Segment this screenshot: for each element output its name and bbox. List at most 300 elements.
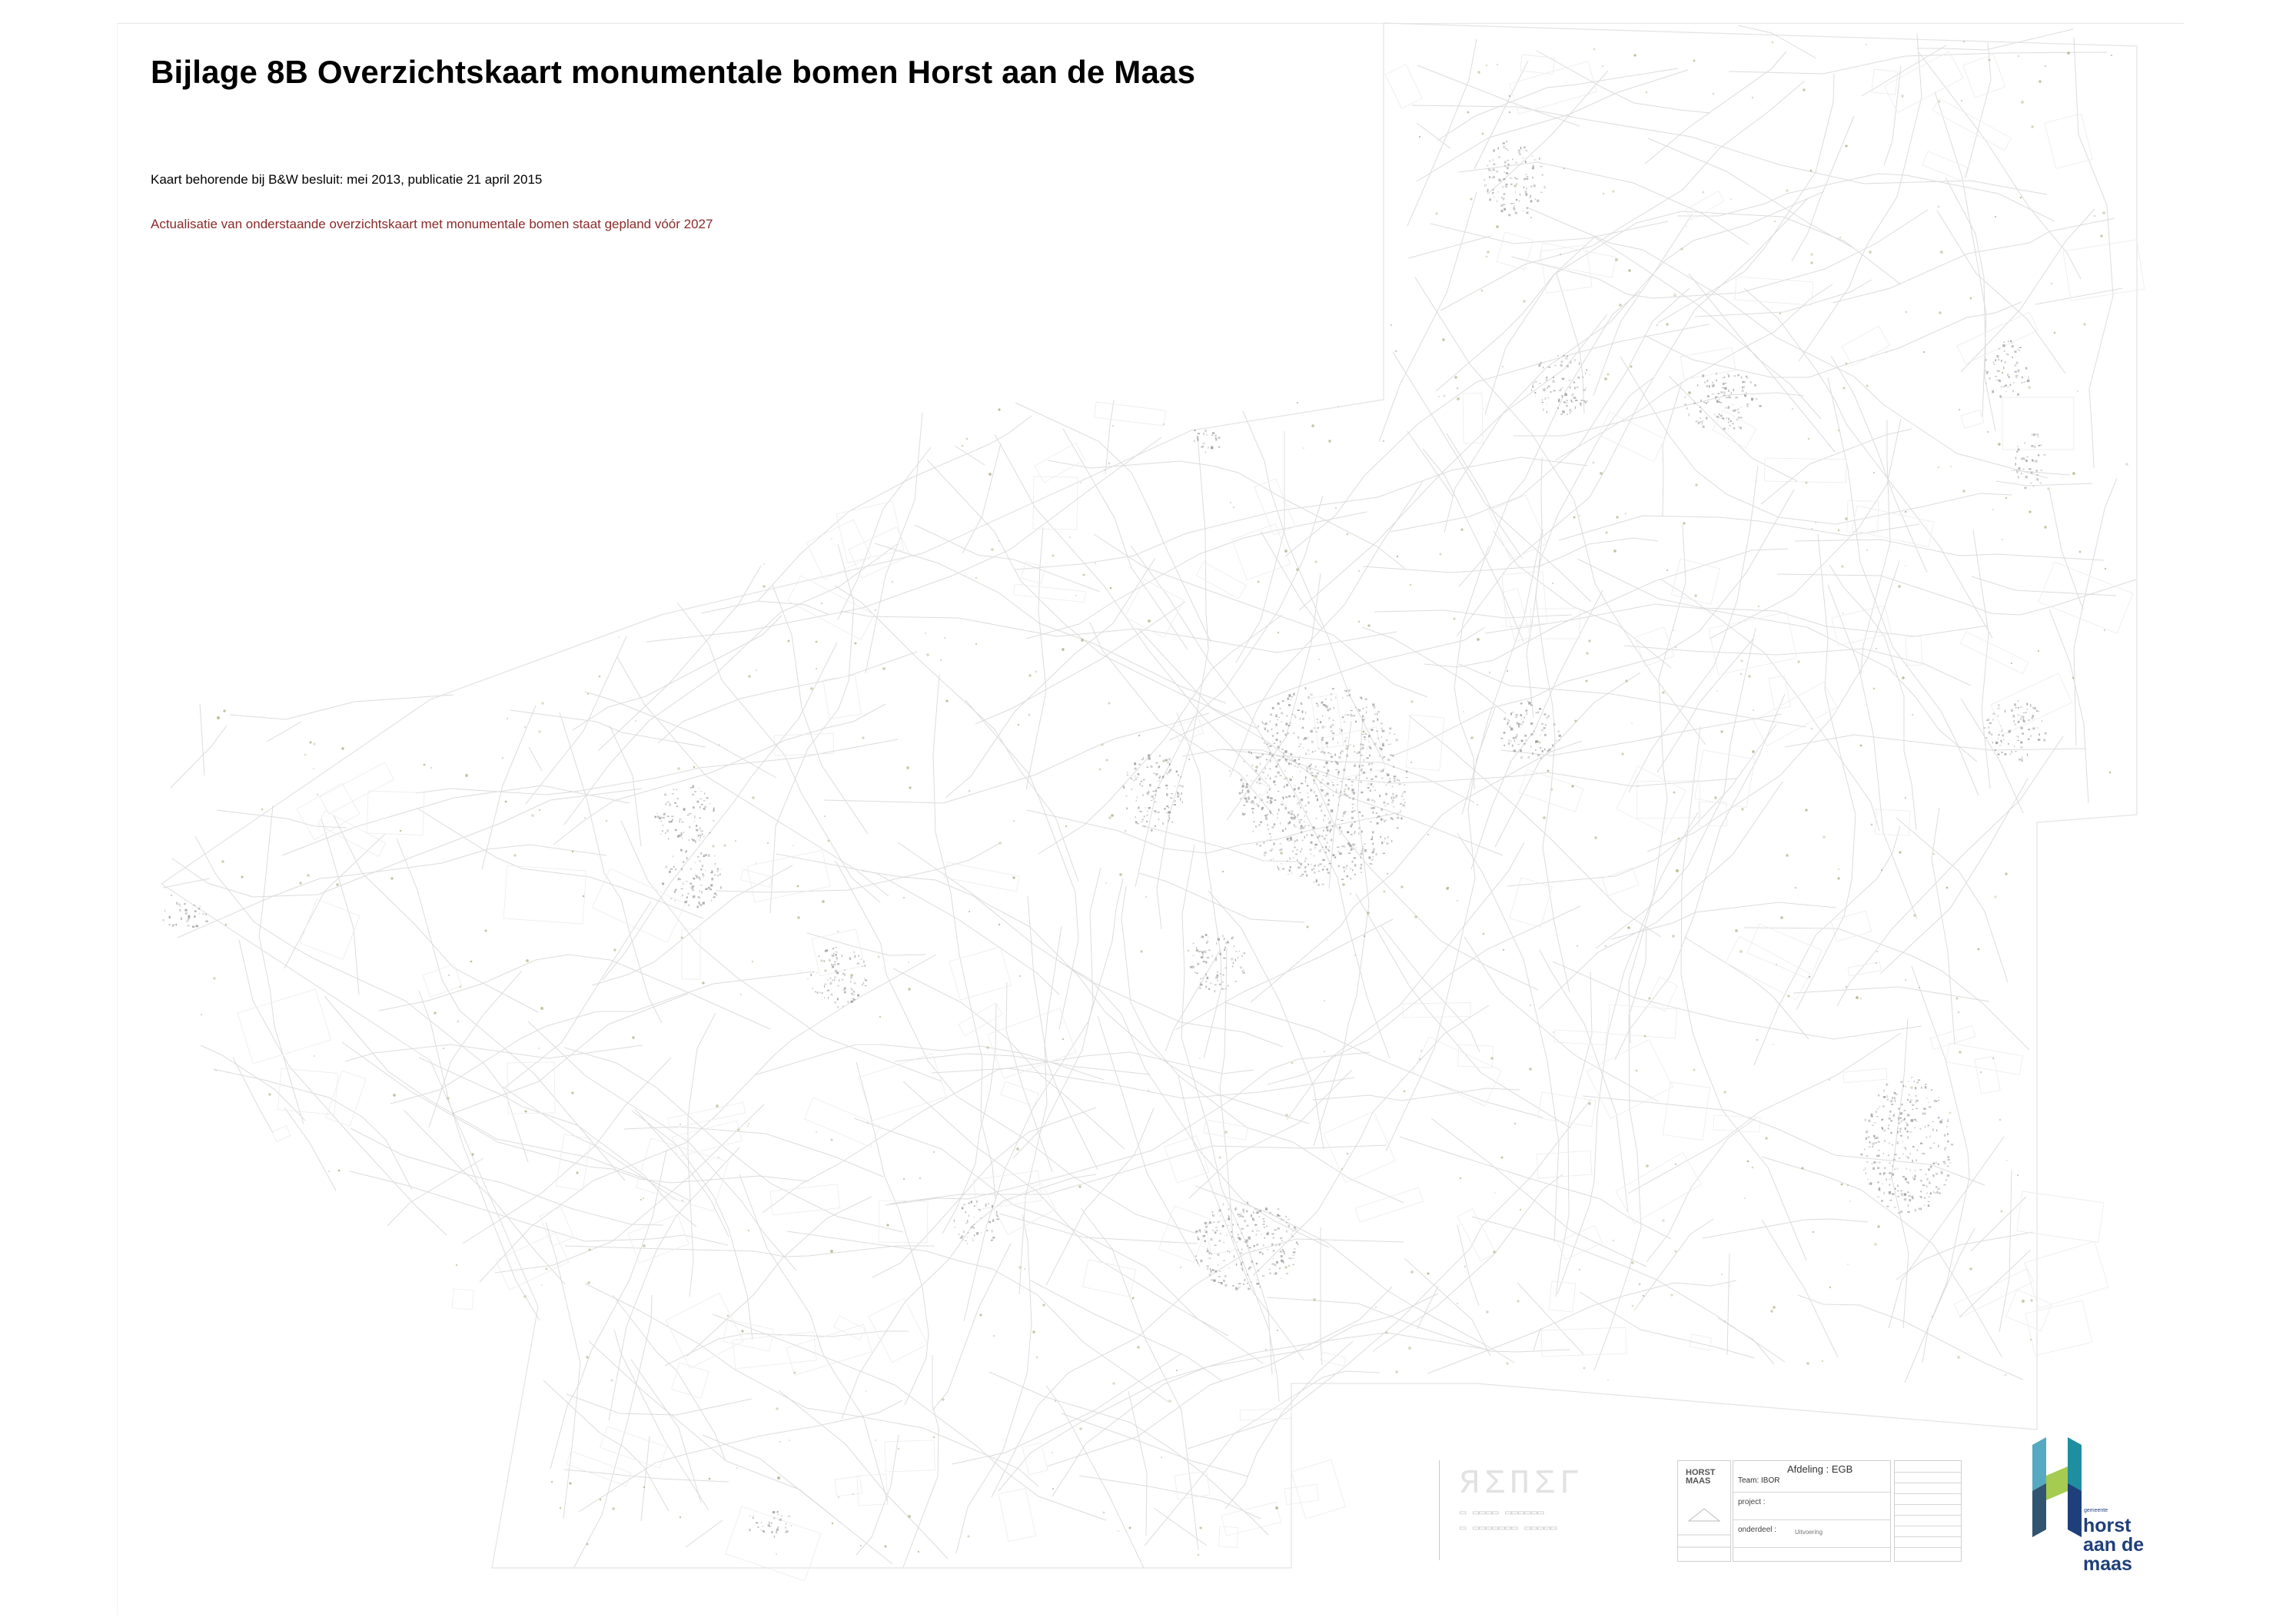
building-footprint (1504, 718, 1506, 720)
building-footprint (1198, 433, 1200, 434)
building-footprint (1404, 791, 1406, 792)
parcel (496, 1233, 569, 1290)
building-footprint (1487, 191, 1489, 193)
building-footprint (1300, 851, 1301, 852)
building-footprint (1247, 790, 1249, 792)
tree-dot (1776, 964, 1777, 965)
tree-dot (1770, 1310, 1773, 1312)
building-footprint (1505, 185, 1507, 186)
tree-dot (1808, 438, 1809, 440)
building-footprint (849, 958, 852, 960)
building-footprint (1921, 1143, 1923, 1144)
building-footprint (1993, 362, 1995, 363)
building-footprint (1279, 1267, 1281, 1269)
building-footprint (1900, 1135, 1902, 1137)
building-footprint (1155, 825, 1156, 828)
building-footprint (1914, 1175, 1916, 1177)
building-footprint (2039, 483, 2042, 484)
tree-dot (606, 820, 608, 822)
tree-dot (307, 874, 310, 877)
building-footprint (1220, 973, 1221, 975)
building-footprint (1892, 1097, 1894, 1099)
legend-line-2: ▭ ▭▭▭▭▭▭▭ ▭▭▭▭▭ (1460, 1523, 1557, 1535)
building-footprint (1372, 851, 1374, 853)
building-footprint (1566, 405, 1567, 407)
building-footprint (1537, 754, 1540, 756)
building-footprint (1144, 815, 1145, 818)
road-line (1559, 516, 1919, 540)
building-footprint (1542, 750, 1543, 752)
tree-dot (1688, 391, 1691, 394)
building-footprint (2020, 746, 2022, 749)
building-footprint (1298, 802, 1301, 803)
tree-dot (822, 900, 825, 903)
building-footprint (1875, 1137, 1877, 1140)
building-footprint (195, 925, 198, 928)
building-footprint (713, 897, 715, 898)
building-footprint (1932, 1128, 1934, 1131)
tree-dot (1625, 679, 1628, 682)
tree-dot (1998, 443, 2000, 445)
building-footprint (1148, 807, 1151, 809)
road-line (1861, 420, 1890, 674)
building-footprint (1389, 732, 1391, 734)
building-footprint (1261, 754, 1264, 756)
building-footprint (1134, 780, 1135, 782)
building-footprint (2015, 751, 2017, 752)
building-footprint (674, 802, 676, 804)
tree-dot (962, 445, 964, 447)
road-line (1181, 845, 1272, 1375)
building-footprint (1502, 186, 1504, 188)
building-footprint (691, 887, 694, 889)
building-footprint (833, 964, 836, 965)
metadata-divider (1895, 1536, 1961, 1537)
building-footprint (1494, 197, 1496, 198)
building-footprint (2018, 700, 2019, 702)
building-footprint (662, 883, 664, 885)
building-footprint (1265, 1207, 1268, 1211)
building-footprint (1991, 734, 1993, 736)
building-footprint (1560, 388, 1562, 389)
building-footprint (1503, 178, 1505, 180)
building-footprint (1878, 1150, 1879, 1151)
road-line (965, 700, 1078, 1029)
building-footprint (690, 787, 693, 789)
building-footprint (1141, 819, 1144, 820)
building-footprint (1268, 754, 1270, 756)
tree-dot (1939, 311, 1942, 314)
building-footprint (2005, 391, 2006, 392)
building-footprint (1736, 419, 1739, 420)
tree-dot (1713, 93, 1714, 95)
building-footprint (1554, 365, 1556, 366)
building-footprint (1205, 981, 1207, 982)
road-line (1315, 782, 1538, 990)
tree-dot (201, 1014, 202, 1015)
building-footprint (1260, 756, 1262, 757)
logo-line-1: horst (2083, 1515, 2132, 1536)
building-footprint (1267, 1249, 1269, 1250)
building-footprint (694, 791, 696, 792)
tree-dot (1729, 1285, 1730, 1287)
building-footprint (1350, 745, 1351, 746)
building-footprint (1329, 708, 1331, 711)
tree-dot (485, 930, 487, 932)
tree-dot (1842, 613, 1844, 614)
building-footprint (1218, 1276, 1221, 1277)
building-footprint (1397, 814, 1399, 815)
building-footprint (1214, 1231, 1217, 1234)
parcel (834, 1316, 866, 1340)
building-footprint (1358, 832, 1359, 835)
building-footprint (1693, 403, 1696, 404)
building-footprint (1361, 831, 1363, 833)
building-footprint (2001, 386, 2002, 388)
building-footprint (1899, 1118, 1902, 1119)
building-footprint (1302, 727, 1304, 729)
tree-dot (2005, 497, 2008, 500)
building-footprint (1181, 792, 1182, 795)
building-footprint (1220, 1233, 1221, 1234)
building-footprint (1351, 789, 1354, 791)
building-footprint (826, 949, 829, 951)
building-footprint (2036, 710, 2038, 712)
tree-dot (1477, 71, 1480, 73)
building-footprint (1900, 1112, 1902, 1114)
tree-dot (1414, 915, 1417, 918)
building-footprint (168, 924, 171, 925)
building-footprint (1930, 1166, 1932, 1167)
road-line (1792, 116, 1854, 261)
tree-dot (712, 845, 714, 847)
building-footprint (1386, 785, 1387, 786)
building-footprint (1242, 789, 1244, 791)
building-footprint (1258, 778, 1261, 780)
building-footprint (1571, 401, 1573, 403)
tree-dot (2072, 677, 2075, 679)
building-footprint (1180, 798, 1181, 801)
building-footprint (1300, 771, 1301, 772)
building-footprint (696, 875, 697, 878)
building-footprint (683, 861, 684, 863)
tree-dot (1962, 490, 1965, 492)
road-line (956, 1214, 1032, 1553)
building-footprint (2008, 340, 2009, 342)
road-line (1889, 1137, 2004, 1328)
building-footprint (1338, 797, 1340, 798)
building-footprint (1393, 793, 1394, 795)
building-footprint (2003, 739, 2005, 740)
building-footprint (1927, 1192, 1928, 1194)
building-footprint (1737, 374, 1739, 376)
building-footprint (1292, 1255, 1294, 1256)
building-footprint (2022, 757, 2023, 758)
building-footprint (693, 839, 695, 842)
building-footprint (1947, 1157, 1949, 1158)
building-footprint (1903, 1084, 1904, 1087)
tree-dot (1788, 995, 1790, 998)
building-footprint (1321, 786, 1322, 787)
building-footprint (1877, 1167, 1879, 1169)
building-footprint (1295, 853, 1298, 855)
building-footprint (1530, 746, 1532, 748)
building-footprint (1321, 702, 1324, 703)
building-footprint (1354, 765, 1356, 767)
building-footprint (1716, 416, 1719, 418)
tree-dot (1741, 808, 1743, 810)
building-footprint (2002, 344, 2005, 347)
building-footprint (1922, 1113, 1923, 1114)
building-footprint (1917, 1150, 1919, 1151)
building-footprint (1507, 150, 1509, 151)
building-footprint (1228, 1208, 1230, 1210)
tree-dot (1992, 509, 1994, 510)
building-footprint (1282, 1240, 1284, 1241)
building-footprint (1155, 762, 1158, 764)
building-footprint (1374, 790, 1376, 791)
building-footprint (2019, 467, 2021, 470)
tree-dot (1513, 184, 1516, 187)
building-footprint (1280, 1237, 1282, 1240)
building-footprint (1267, 814, 1268, 815)
building-footprint (1985, 370, 1986, 372)
road-line (585, 1284, 1038, 1486)
building-footprint (1268, 730, 1269, 732)
building-footprint (992, 1220, 994, 1222)
parcel (452, 1289, 473, 1310)
building-footprint (1141, 785, 1143, 787)
building-footprint (1363, 772, 1364, 773)
building-footprint (1305, 805, 1307, 806)
building-footprint (1212, 432, 1214, 433)
road-line (543, 1380, 669, 1511)
building-footprint (1506, 148, 1508, 149)
building-footprint (1257, 803, 1258, 805)
building-footprint (1218, 1282, 1220, 1283)
building-footprint (1348, 852, 1351, 854)
parcel (1537, 1151, 1592, 1178)
tree-dot (2047, 487, 2049, 490)
building-footprint (1548, 749, 1550, 752)
building-footprint (700, 791, 702, 792)
tree-dot (1675, 646, 1676, 648)
building-footprint (1897, 1185, 1898, 1187)
building-footprint (1402, 792, 1403, 794)
building-footprint (1252, 811, 1254, 813)
building-footprint (1573, 397, 1576, 399)
building-footprint (1275, 1272, 1278, 1274)
building-footprint (1397, 779, 1398, 781)
building-footprint (1877, 1162, 1878, 1164)
building-footprint (1520, 715, 1522, 716)
building-footprint (1355, 776, 1357, 779)
building-footprint (668, 838, 669, 839)
building-footprint (1520, 702, 1523, 704)
building-footprint (1278, 759, 1280, 762)
building-footprint (1151, 795, 1154, 798)
metadata-divider (1895, 1493, 1961, 1494)
logo-wordmark (2083, 1516, 2144, 1574)
building-footprint (1166, 788, 1168, 789)
road-line (1027, 810, 1401, 853)
building-footprint (1535, 198, 1536, 199)
building-footprint (1317, 704, 1318, 707)
tree-dot (1579, 515, 1580, 516)
building-footprint (1261, 809, 1264, 811)
tree-dot (1933, 853, 1935, 855)
tree-dot (1838, 430, 1840, 432)
tree-dot (855, 643, 857, 645)
building-footprint (681, 832, 683, 834)
building-footprint (1526, 193, 1528, 195)
building-footprint (1204, 430, 1206, 432)
building-footprint (1539, 158, 1540, 160)
building-footprint (1915, 1170, 1916, 1171)
building-footprint (1406, 771, 1407, 773)
tree-dot (1490, 1057, 1494, 1060)
building-footprint (1238, 957, 1239, 958)
building-footprint (1338, 865, 1340, 868)
tree-dot (328, 1171, 330, 1172)
road-network (163, 25, 2136, 1568)
building-footprint (1372, 836, 1373, 839)
building-footprint (1910, 1099, 1912, 1101)
building-footprint (976, 1232, 979, 1234)
tree-dot (2021, 101, 2024, 104)
tree-dot (1497, 64, 1498, 65)
building-footprint (1281, 712, 1283, 715)
building-footprint (1235, 959, 1236, 961)
building-footprint (1891, 1176, 1892, 1178)
building-footprint (1246, 1243, 1248, 1244)
tree-dot (830, 1250, 833, 1253)
tree-dot (824, 815, 826, 817)
building-footprint (1248, 1237, 1251, 1239)
building-footprint (1274, 784, 1276, 785)
building-footprint (2019, 347, 2022, 348)
building-footprint (205, 921, 208, 922)
building-footprint (1883, 1096, 1886, 1098)
road-line (1431, 1118, 1646, 1267)
building-footprint (1270, 850, 1272, 852)
building-footprint (1301, 783, 1303, 785)
building-footprint (1353, 715, 1355, 716)
building-footprint (1169, 763, 1171, 766)
building-footprint (1261, 799, 1263, 802)
building-footprint (1399, 784, 1401, 785)
building-footprint (1513, 205, 1515, 208)
building-footprint (1340, 833, 1341, 835)
building-footprint (1985, 359, 1987, 360)
tree-dot (1367, 912, 1370, 915)
road-line (1321, 1227, 1322, 1365)
tree-dot (763, 563, 765, 565)
building-footprint (1324, 838, 1326, 840)
tree-dot (1822, 1360, 1823, 1362)
road-line (1669, 376, 1797, 481)
tree-dot (975, 643, 977, 645)
building-footprint (974, 1205, 975, 1207)
parcel (540, 1207, 573, 1246)
building-footprint (1361, 755, 1363, 756)
road-line (195, 836, 528, 1162)
building-footprint (1889, 1162, 1891, 1164)
building-footprint (1205, 1226, 1208, 1227)
building-footprint (1371, 783, 1373, 785)
tree-dot (1364, 935, 1366, 938)
building-footprint (1946, 1126, 1947, 1128)
building-footprint (194, 915, 195, 918)
building-footprint (1207, 957, 1209, 958)
building-footprint (1346, 690, 1347, 692)
building-footprint (1270, 797, 1273, 799)
building-footprint (715, 863, 716, 865)
building-footprint (1872, 1167, 1875, 1170)
tree-dot (832, 1523, 833, 1524)
tree-dot (304, 754, 307, 756)
building-footprint (1282, 1220, 1284, 1221)
building-footprint (1208, 1252, 1210, 1254)
building-footprint (1266, 1226, 1268, 1227)
road-line (1440, 81, 1805, 311)
building-footprint (828, 997, 829, 999)
tree-dot (1847, 1264, 1849, 1265)
building-footprint (1993, 389, 1995, 390)
building-footprint (186, 920, 188, 922)
building-footprint (1523, 187, 1524, 188)
building-footprint (1703, 402, 1706, 403)
tree-dot (1307, 926, 1309, 928)
building-footprint (1242, 813, 1244, 815)
building-footprint (1557, 731, 1560, 732)
building-footprint (1288, 840, 1290, 842)
building-footprint (1332, 825, 1334, 828)
building-footprint (1891, 1132, 1892, 1134)
building-footprint (1510, 712, 1512, 715)
building-footprint (699, 818, 701, 819)
building-footprint (1247, 1245, 1249, 1246)
road-line (1919, 52, 2081, 279)
building-footprint (1723, 391, 1726, 394)
building-footprint (1518, 723, 1520, 724)
tree-dot (1230, 502, 1231, 503)
tree-dot (898, 1448, 900, 1450)
building-footprint (1244, 1279, 1246, 1281)
building-footprint (1879, 1161, 1881, 1163)
building-footprint (2019, 759, 2020, 761)
building-footprint (179, 909, 181, 912)
building-footprint (1159, 756, 1161, 757)
building-footprint (1307, 785, 1308, 786)
road-line (1513, 393, 1803, 436)
tree-dot (1869, 251, 1872, 254)
building-footprint (1353, 792, 1355, 794)
building-footprint (689, 883, 692, 885)
building-footprint (1320, 805, 1321, 808)
building-footprint (1941, 1171, 1942, 1172)
road-line (1251, 741, 1582, 1002)
building-footprint (1513, 737, 1515, 739)
building-footprint (1572, 394, 1574, 396)
tree-dot (1714, 796, 1716, 799)
building-footprint (1346, 737, 1348, 739)
road-line (1537, 51, 1710, 113)
building-footprint (1168, 772, 1170, 773)
building-footprint (1262, 1275, 1264, 1277)
parcel (1412, 1037, 1501, 1106)
building-footprint (824, 985, 825, 988)
